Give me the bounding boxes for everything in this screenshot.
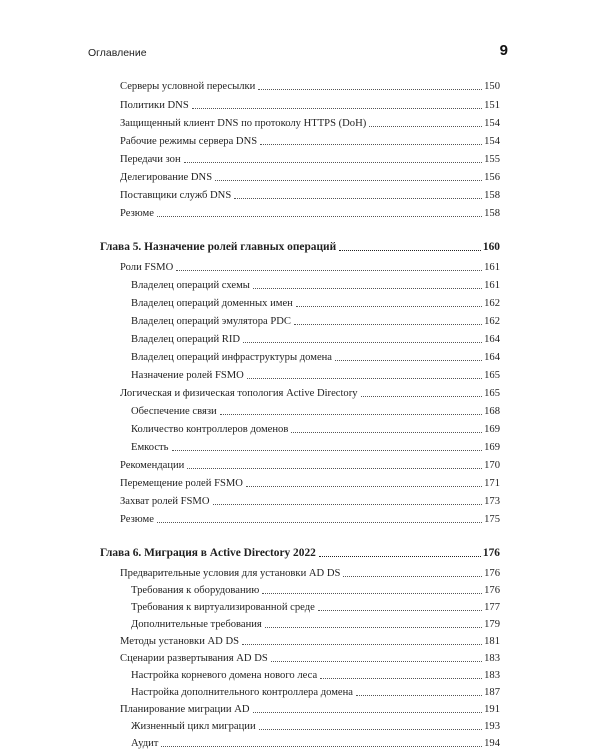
toc-chapter-page: 176 [482, 547, 500, 559]
toc-entry-page: 175 [484, 514, 500, 525]
toc-entry-title: Емкость [131, 442, 169, 453]
leader-dots [343, 576, 482, 577]
leader-dots [187, 468, 482, 469]
leader-dots [243, 342, 482, 343]
leader-dots [220, 414, 482, 415]
leader-dots [296, 306, 482, 307]
leader-dots [271, 661, 482, 662]
leader-dots [234, 198, 482, 199]
toc-subentry[interactable] [131, 311, 500, 328]
toc-entry[interactable] [120, 149, 500, 166]
toc-chapter-title: Глава 6. Миграция в Active Directory 2022 [100, 547, 316, 559]
toc-entry-page: 161 [484, 280, 500, 291]
leader-dots [294, 324, 482, 325]
toc-entry-page: 165 [484, 370, 500, 381]
toc-entry-page: 154 [484, 136, 500, 147]
toc-subentry[interactable] [131, 580, 500, 597]
toc-entry-page: 155 [484, 154, 500, 165]
leader-dots [259, 729, 482, 730]
toc-subentry[interactable] [131, 419, 500, 436]
toc-entry-page: 191 [484, 704, 500, 715]
leader-dots [356, 695, 482, 696]
toc-entry-page: 162 [484, 298, 500, 309]
toc-entry-title: Настройка дополнительного контроллера домена [131, 687, 353, 698]
toc-entry-page: 176 [484, 585, 500, 596]
toc-entry-page: 194 [484, 738, 500, 749]
leader-dots [339, 250, 481, 251]
toc-entry-title: Поставщики служб DNS [120, 190, 232, 201]
leader-dots [172, 450, 483, 451]
toc-chapter-page: 160 [482, 241, 500, 253]
toc-entry[interactable] [120, 185, 500, 202]
toc-entry-title: Защищенный клиент DNS по протоколу HTTPS (DoH) [120, 118, 367, 129]
toc-entry-title: Обеспечение связи [131, 406, 217, 417]
toc-entry-title: Методы установки AD DS [120, 636, 240, 647]
toc-entry[interactable] [120, 257, 500, 274]
toc-entry-page: 177 [484, 602, 500, 613]
toc-entry-title: Владелец операций эмулятора PDC [131, 316, 291, 327]
leader-dots [246, 486, 482, 487]
toc-entry[interactable] [120, 383, 500, 400]
leader-dots [215, 180, 482, 181]
toc-entry[interactable] [120, 563, 500, 580]
toc-entry-title: Требования к виртуализированной среде [131, 602, 315, 613]
toc-entry-page: 162 [484, 316, 500, 327]
toc-entry[interactable] [120, 473, 500, 490]
toc-entry[interactable] [120, 699, 500, 716]
toc-entry[interactable] [120, 167, 500, 184]
toc-entry-title: Делегирование DNS [120, 172, 213, 183]
toc-entry[interactable] [120, 491, 500, 508]
leader-dots [265, 627, 482, 628]
leader-dots [242, 644, 482, 645]
toc-entry-page: 161 [484, 262, 500, 273]
toc-entry-page: 158 [484, 208, 500, 219]
toc-entry-title: Планирование миграции AD [120, 704, 250, 715]
toc-entry[interactable] [120, 131, 500, 148]
leader-dots [157, 522, 482, 523]
toc-subentry[interactable] [131, 665, 500, 682]
toc-entry-title: Рабочие режимы сервера DNS [120, 136, 258, 147]
toc-entry[interactable] [120, 648, 500, 665]
toc-entry[interactable] [120, 95, 500, 112]
toc-chapter-title: Глава 5. Назначение ролей главных операций [100, 241, 337, 253]
leader-dots [262, 593, 482, 594]
toc-entry-title: Серверы условной пересылки [120, 81, 256, 92]
toc-subentry[interactable] [131, 347, 500, 364]
toc-entry-page: 164 [484, 352, 500, 363]
toc-entry-page: 150 [484, 81, 500, 92]
page-number: 9 [499, 42, 508, 59]
leader-dots [260, 144, 482, 145]
toc-entry-page: 179 [484, 619, 500, 630]
leader-dots [161, 746, 482, 747]
leader-dots [258, 89, 482, 90]
leader-dots [369, 126, 482, 127]
toc-subentry[interactable] [131, 597, 500, 614]
toc-entry-title: Владелец операций схемы [131, 280, 250, 291]
leader-dots [320, 678, 482, 679]
toc-subentry[interactable] [131, 716, 500, 733]
toc-subentry[interactable] [131, 614, 500, 631]
leader-dots [253, 288, 482, 289]
leader-dots [157, 216, 482, 217]
toc-subentry[interactable] [131, 275, 500, 292]
toc-entry-title: Захват ролей FSMO [120, 496, 210, 507]
toc-entry-title: Количество контроллеров доменов [131, 424, 289, 435]
toc-entry[interactable] [120, 509, 500, 526]
toc-entry-title: Владелец операций RID [131, 334, 241, 345]
toc-entry-page: 181 [484, 636, 500, 647]
toc-subentry[interactable] [131, 682, 500, 699]
toc-entry-page: 168 [484, 406, 500, 417]
leader-dots [213, 504, 483, 505]
toc-entry-page: 193 [484, 721, 500, 732]
toc-entry-title: Резюме [120, 514, 154, 525]
toc-entry-page: 151 [484, 100, 500, 111]
toc-entry-page: 169 [484, 442, 500, 453]
toc-entry-title: Передачи зон [120, 154, 181, 165]
toc-subentry[interactable] [131, 733, 500, 750]
toc-entry-title: Требования к оборудованию [131, 585, 260, 596]
toc-entry[interactable] [120, 203, 500, 220]
toc-entry-title: Назначение ролей FSMO [131, 370, 244, 381]
toc-chapter[interactable] [100, 541, 500, 560]
toc-entry-title: Логическая и физическая топология Active Directory [120, 388, 358, 399]
toc-entry-title: Резюме [120, 208, 154, 219]
toc-entry-title: Жизненный цикл миграции [131, 721, 256, 732]
leader-dots [361, 396, 483, 397]
toc-entry-title: Дополнительные требования [131, 619, 262, 630]
running-header-title: Оглавление [88, 47, 147, 59]
toc-subentry[interactable] [131, 365, 500, 382]
toc-entry-title: Предварительные условия для установки AD DS [120, 568, 341, 579]
leader-dots [335, 360, 482, 361]
toc-entry-page: 170 [484, 460, 500, 471]
toc-entry-title: Сценарии развертывания AD DS [120, 653, 268, 664]
toc-entry-page: 169 [484, 424, 500, 435]
toc-entry-page: 156 [484, 172, 500, 183]
toc-entry-title: Аудит [131, 738, 159, 749]
toc-entry[interactable] [120, 113, 500, 130]
toc-entry-title: Рекомендации [120, 460, 185, 471]
toc-entry-page: 158 [484, 190, 500, 201]
toc-subentry[interactable] [131, 293, 500, 310]
toc-entry[interactable] [120, 76, 500, 93]
leader-dots [192, 108, 482, 109]
toc-entry-page: 183 [484, 653, 500, 664]
toc-entry-page: 154 [484, 118, 500, 129]
leader-dots [319, 556, 481, 557]
toc-entry-page: 173 [484, 496, 500, 507]
toc-entry-page: 164 [484, 334, 500, 345]
leader-dots [291, 432, 482, 433]
leader-dots [247, 378, 482, 379]
leader-dots [253, 712, 483, 713]
toc-entry-page: 183 [484, 670, 500, 681]
toc-subentry[interactable] [131, 329, 500, 346]
toc-entry[interactable] [120, 631, 500, 648]
toc-entry[interactable] [120, 455, 500, 472]
toc-subentry[interactable] [131, 437, 500, 454]
leader-dots [184, 162, 482, 163]
toc-entry-page: 176 [484, 568, 500, 579]
leader-dots [176, 270, 482, 271]
toc-entry-title: Перемещение ролей FSMO [120, 478, 243, 489]
toc-entry-title: Владелец операций доменных имен [131, 298, 293, 309]
leader-dots [318, 610, 482, 611]
toc-entry-page: 165 [484, 388, 500, 399]
toc-entry-title: Настройка корневого домена нового леса [131, 670, 318, 681]
toc-chapter[interactable] [100, 235, 500, 254]
toc-entry-title: Политики DNS [120, 100, 189, 111]
toc-entry-page: 187 [484, 687, 500, 698]
toc-entry-page: 171 [484, 478, 500, 489]
toc-entry-title: Владелец операций инфраструктуры домена [131, 352, 333, 363]
toc-subentry[interactable] [131, 401, 500, 418]
toc-entry-title: Роли FSMO [120, 262, 174, 273]
